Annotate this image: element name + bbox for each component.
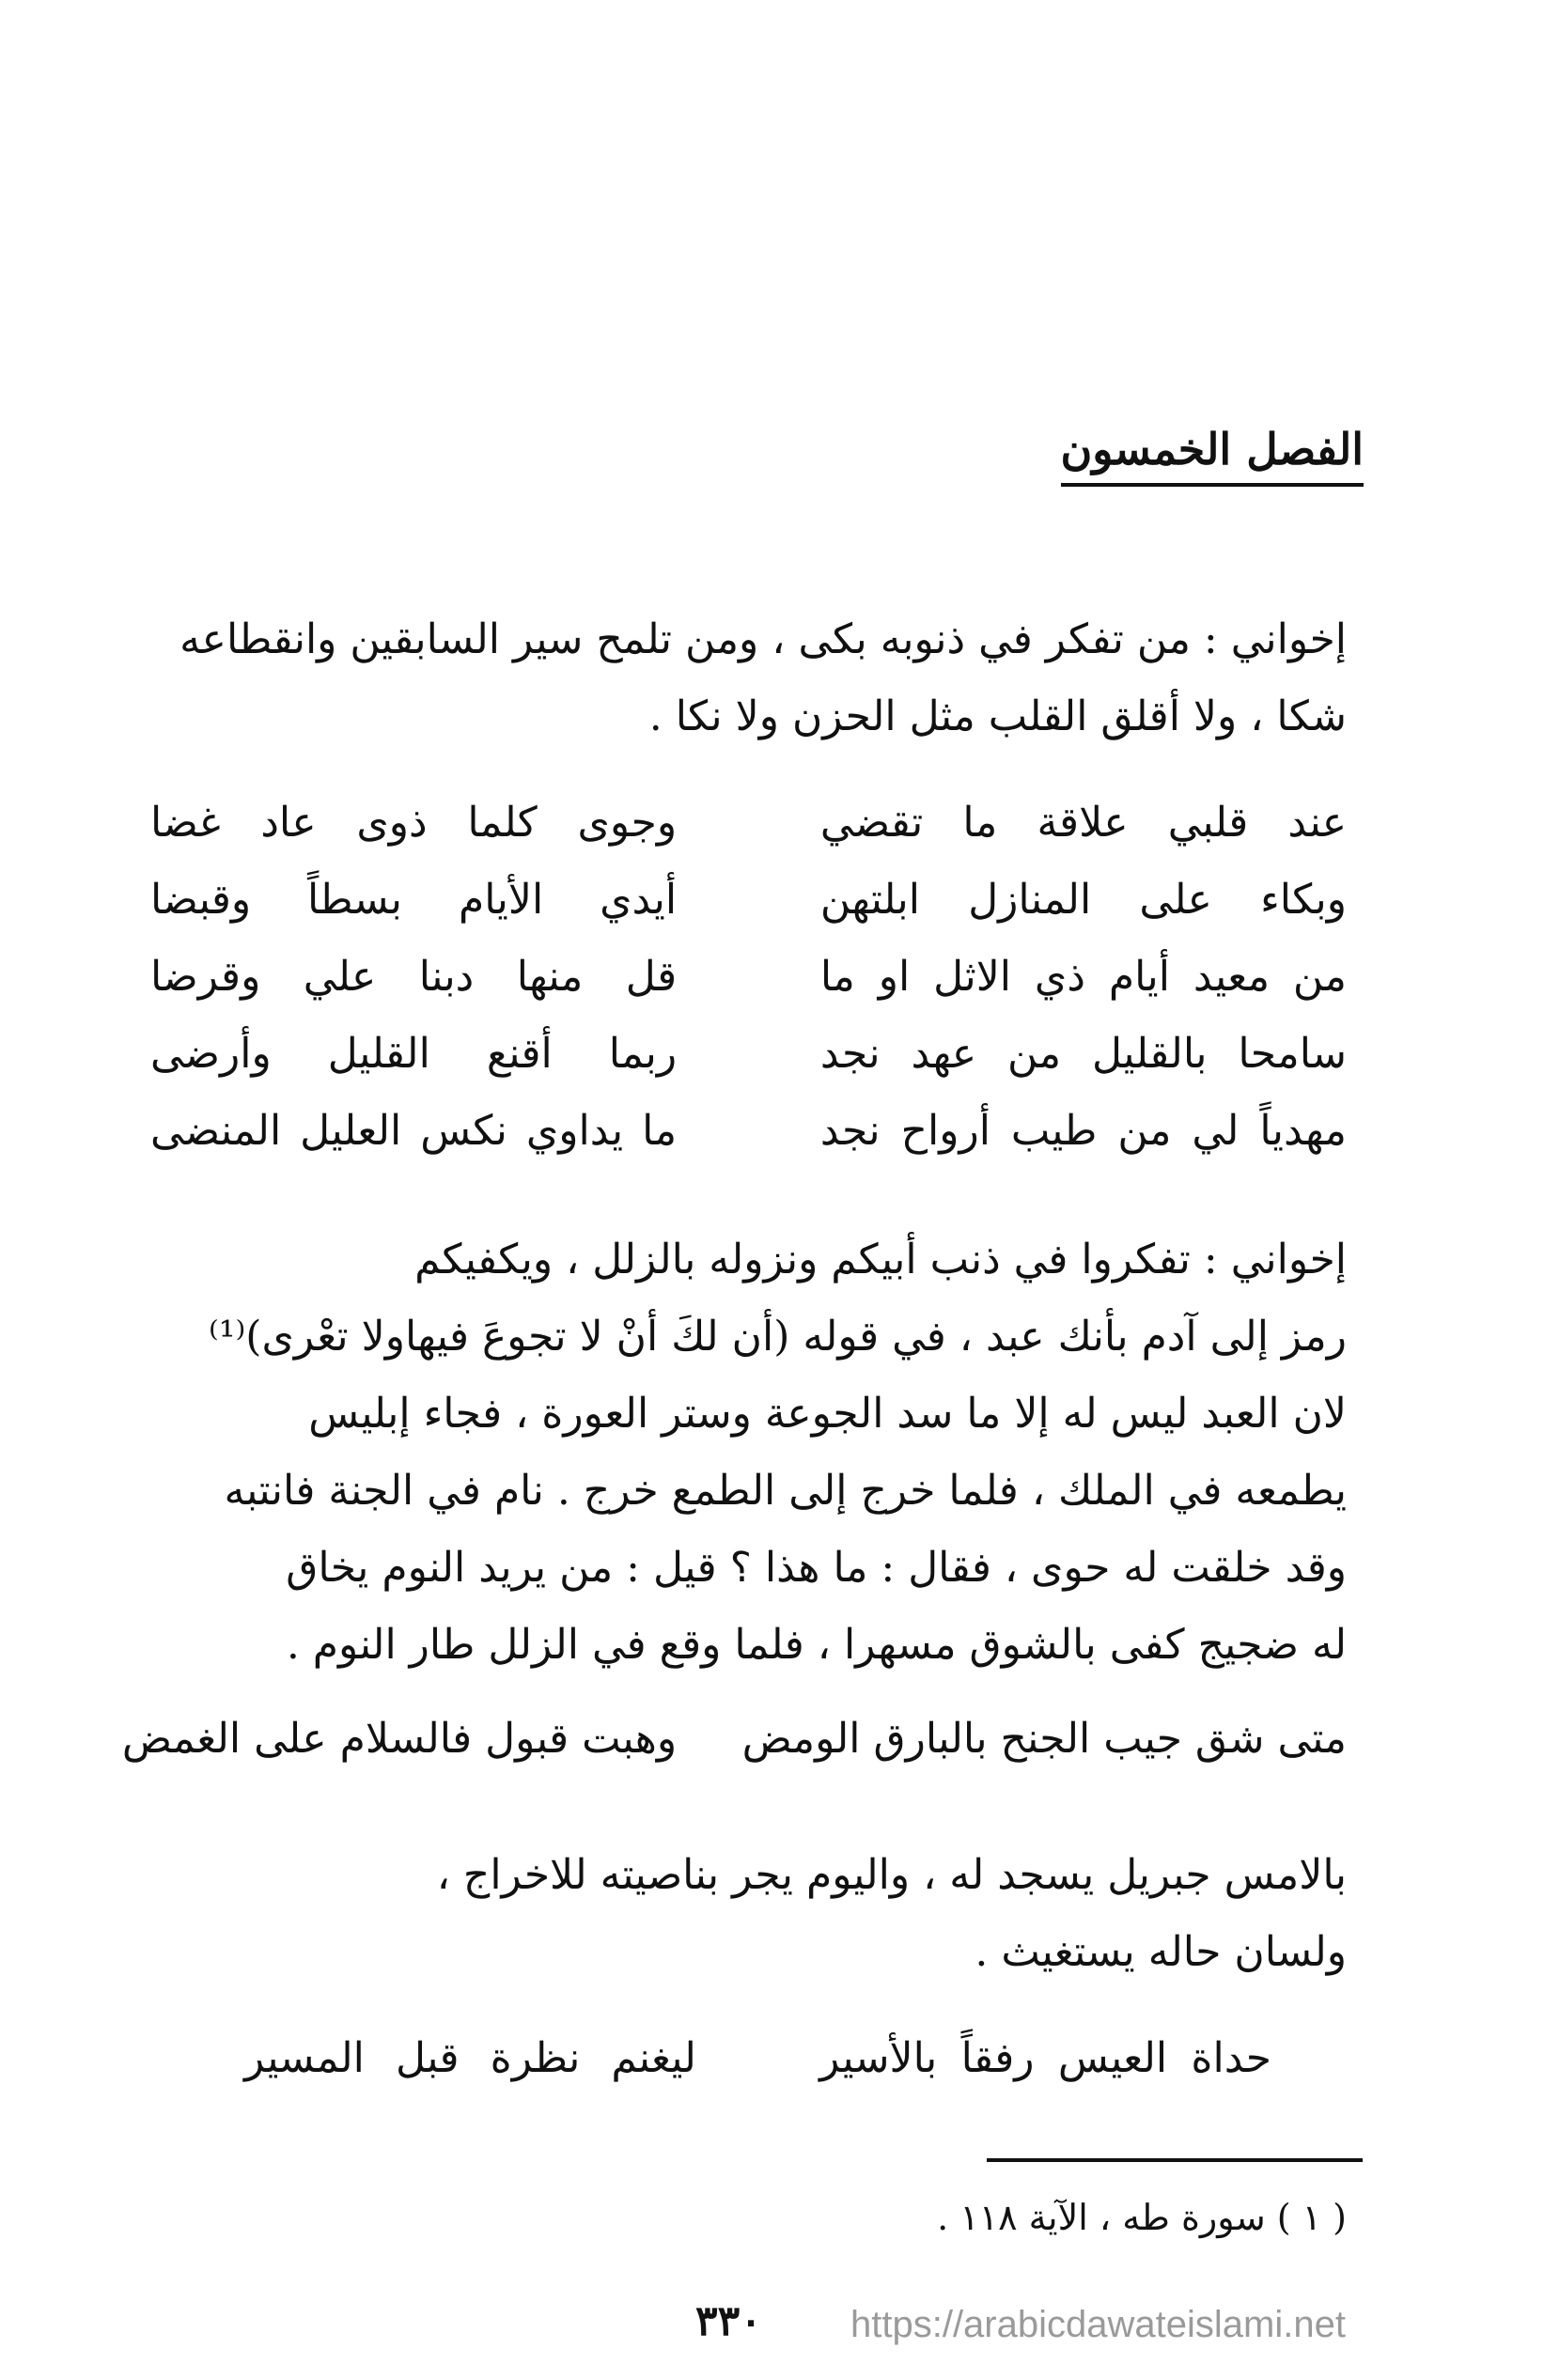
paragraph-line: له ضجيج كفى بالشوق مسهرا ، فلما وقع في الزلل طار النوم . bbox=[286, 1621, 1347, 1669]
verse-second-hemistich: وجوى كلما ذوى عاد غضا bbox=[150, 799, 678, 847]
verse-second-hemistich: وهبت قبول فالسلام على الغمض bbox=[121, 1715, 678, 1763]
chapter-title: الفصل الخمسون bbox=[1061, 421, 1364, 487]
verse-line bbox=[121, 1701, 1347, 1778]
verse-first-hemistich: سامحا بالقليل من عهد نجد bbox=[819, 1030, 1347, 1078]
footnote: ( ١ ) سورة طه ، الآية ١١٨ . bbox=[937, 2197, 1347, 2238]
verse-second-hemistich: ما يداوي نكس العليل المنضى bbox=[150, 1107, 678, 1155]
paragraph-line: إخواني : من تفكر في ذنوبه بكى ، ومن تلمح سير السابقين وانقطاعه bbox=[179, 615, 1347, 663]
paragraph-2 bbox=[150, 1221, 1347, 1684]
verse-second-hemistich: ربما أقنع القليل وأرضى bbox=[150, 1030, 678, 1078]
paragraph-line: إخواني : تفكروا في ذنب أبيكم ونزوله بالزلل ، ويكفيكم bbox=[414, 1236, 1347, 1283]
paragraph-line: رمز إلى آدم بأنك عبد ، في قوله (أن لكَ أنْ لا تجوعَ فيهاولا تعْرى)⁽¹⁾ bbox=[209, 1313, 1347, 1361]
verse-second-hemistich: قل منها دبنا علي وقرضا bbox=[150, 953, 678, 1001]
verse-line bbox=[150, 939, 1347, 1016]
verse-first-hemistich: عند قلبي علاقة ما تقضي bbox=[819, 799, 1347, 847]
paragraph-line: يطمعه في الملك ، فلما خرج إلى الطمع خرج . نام في الجنة فانتبه bbox=[224, 1467, 1347, 1515]
page-number: ٣٣٠ bbox=[695, 2297, 762, 2345]
watermark-url: https://arabicdawateislami.net bbox=[850, 2304, 1346, 2345]
paragraph-line: وقد خلقت له حوى ، فقال : ما هذا ؟ قيل : من يريد النوم يخاق bbox=[286, 1544, 1347, 1592]
poem-block-2 bbox=[121, 1701, 1347, 1778]
verse-first-hemistich: متى شق جيب الجنح بالبارق الومض bbox=[741, 1715, 1347, 1763]
paragraph-line: شكا ، ولا أقلق القلب مثل الحزن ولا نكا . bbox=[648, 692, 1347, 740]
paragraph-1 bbox=[150, 601, 1347, 755]
paragraph-line: ولسان حاله يستغيث . bbox=[975, 1928, 1347, 1976]
verse-second-hemistich: أيدي الأيام بسطاً وقبضا bbox=[150, 876, 678, 924]
verse-first-hemistich: مهدياً لي من طيب أرواح نجد bbox=[819, 1107, 1347, 1155]
verse-first-hemistich: من معيد أيام ذي الاثل او ما bbox=[819, 953, 1347, 1001]
paragraph-3 bbox=[150, 1837, 1347, 1991]
poem-block-1 bbox=[150, 785, 1347, 1170]
verse-first-hemistich: حداة العيس رفقاً بالأسير bbox=[819, 2034, 1271, 2082]
verse-line bbox=[150, 862, 1347, 939]
verse-line bbox=[244, 2020, 1271, 2097]
footnote-divider bbox=[987, 2158, 1363, 2162]
verse-first-hemistich: وبكاء على المنازل ابلتهن bbox=[819, 876, 1347, 924]
verse-line bbox=[150, 1016, 1347, 1093]
paragraph-line: لان العبد ليس له إلا ما سد الجوعة وستر العورة ، فجاء إبليس bbox=[308, 1390, 1347, 1438]
verse-line bbox=[150, 1093, 1347, 1170]
paragraph-line: بالامس جبريل يسجد له ، واليوم يجر بناصيته للاخراج ، bbox=[436, 1851, 1347, 1899]
verse-line bbox=[150, 785, 1347, 862]
poem-block-3 bbox=[244, 2020, 1271, 2097]
verse-second-hemistich: ليغنم نظرة قبل المسير bbox=[244, 2034, 696, 2082]
